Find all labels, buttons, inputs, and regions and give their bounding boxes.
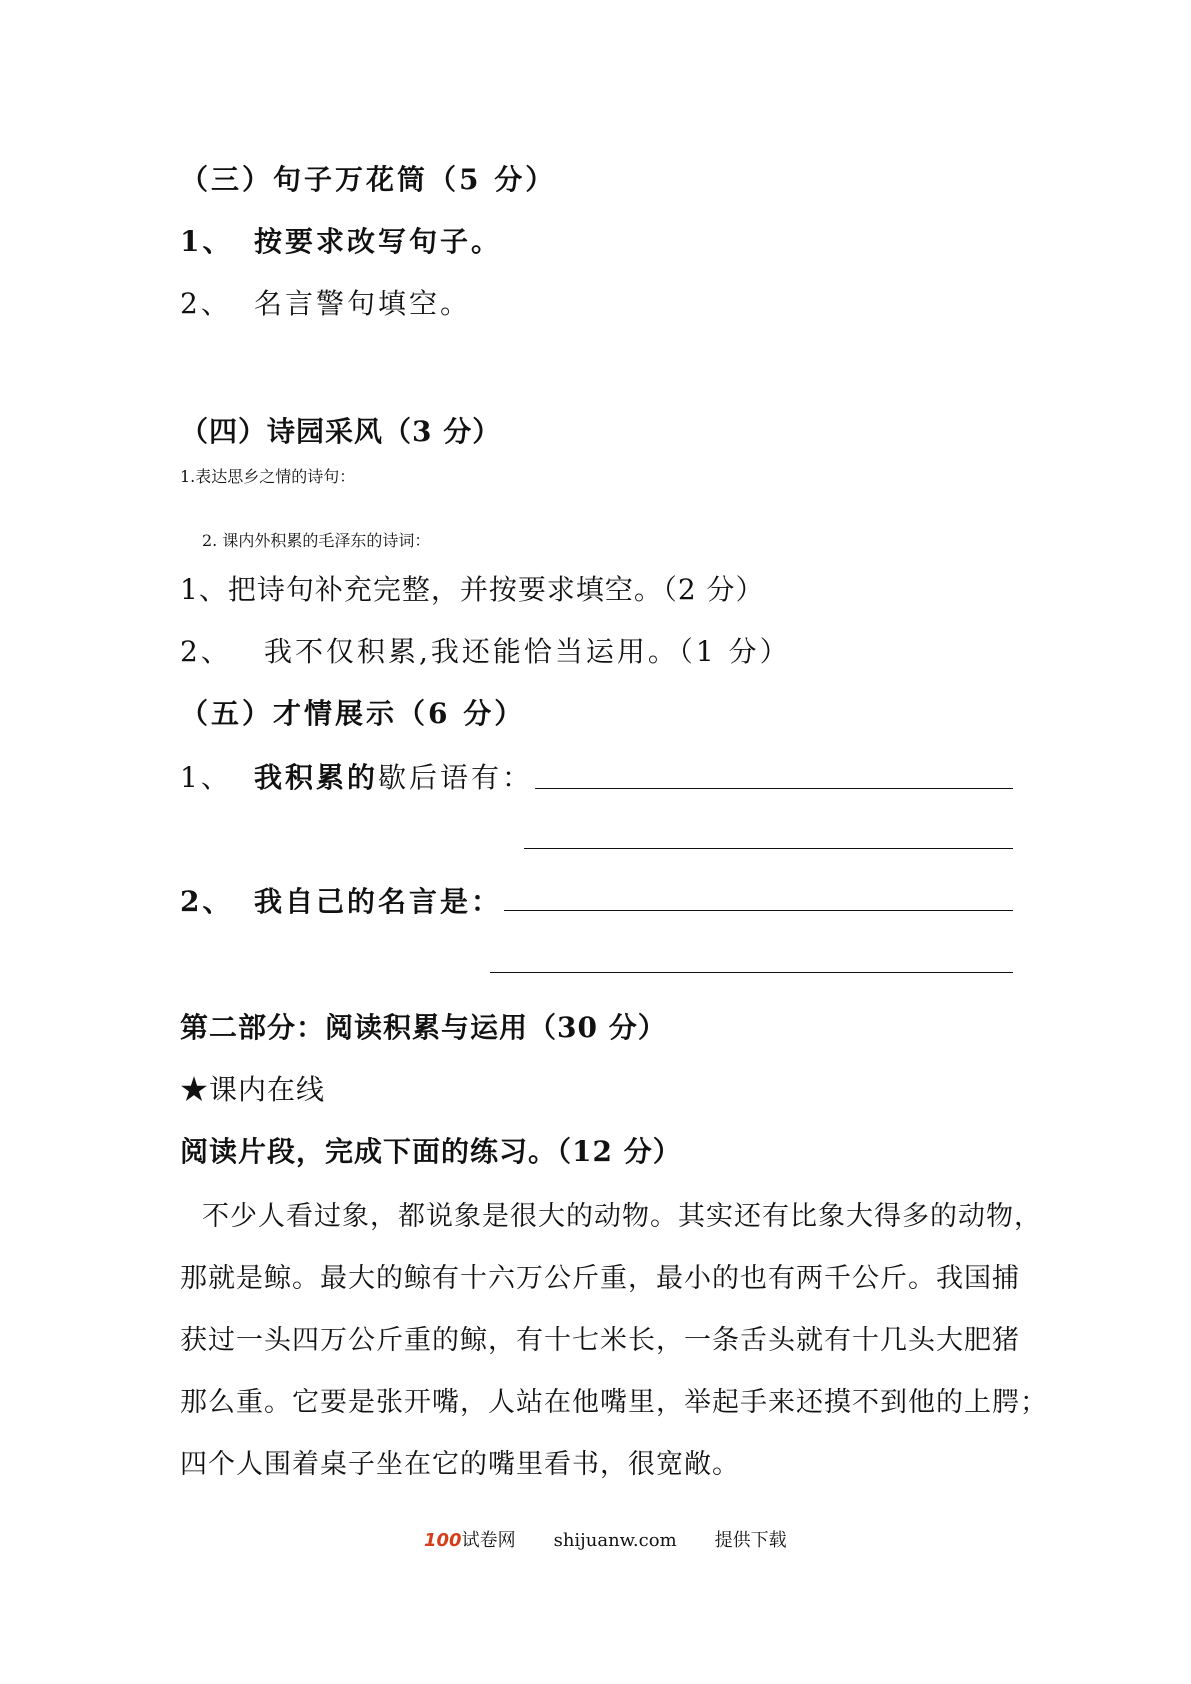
item-number: 2、 xyxy=(180,287,232,320)
section-5-item-2 xyxy=(180,880,502,920)
item-text: 名言警句填空。 xyxy=(254,287,472,320)
item-text: 歇后语有： xyxy=(378,761,534,794)
section-3-title: （三）句子万花筒（5 分） xyxy=(180,163,557,196)
answer-line[interactable] xyxy=(524,848,1013,849)
site-logo: 100 xyxy=(424,1530,462,1551)
section-3-item-2 xyxy=(180,282,471,322)
passage-line: 不少人看过象，都说象是很大的动物。其实还有比象大得多的动物， xyxy=(202,1201,1042,1232)
answer-line[interactable] xyxy=(535,788,1013,789)
answer-line[interactable] xyxy=(490,972,1013,973)
section-4-note-2: 2. 课内外积累的毛泽东的诗词： xyxy=(202,531,431,550)
passage-line: 四个人围着桌子坐在它的嘴里看书，很宽敞。 xyxy=(180,1449,740,1480)
passage-line: 获过一头四万公斤重的鲸，有十七米长，一条舌头就有十几头大肥猪 xyxy=(180,1325,1020,1356)
section-3-item-1 xyxy=(180,220,502,260)
footer-note: 提供下载 xyxy=(714,1530,787,1551)
section-5-item-1 xyxy=(180,756,533,796)
section-4-note-1: 1.表达思乡之情的诗句： xyxy=(180,467,356,486)
footer xyxy=(424,1526,787,1552)
passage-line: 那么重。它要是张开嘴，人站在他嘴里，举起手来还摸不到他的上腭； xyxy=(180,1387,1048,1418)
answer-line[interactable] xyxy=(504,910,1013,911)
item-number: 1、 xyxy=(180,225,234,258)
section-4-item-2 xyxy=(180,630,791,670)
item-text: 我不仅积累,我还能恰当运用。（1 分） xyxy=(264,635,791,668)
item-text: 按要求改写句子。 xyxy=(254,225,503,258)
part-2-title: 第二部分：阅读积累与运用（30 分） xyxy=(180,1011,667,1044)
item-number: 1、 xyxy=(180,761,232,794)
item-number: 2、 xyxy=(180,885,234,918)
part-2-instruction: 阅读片段，完成下面的练习。（12 分） xyxy=(180,1135,682,1168)
item-text: 我自己的名言是： xyxy=(254,885,503,918)
item-bold-text: 我积累的 xyxy=(254,761,379,794)
item-number: 2、 xyxy=(180,635,232,668)
section-5-title: （五）才情展示（6 分） xyxy=(180,697,526,730)
section-4-title: （四）诗园采风（3 分） xyxy=(180,415,502,448)
site-name: 试卷网 xyxy=(461,1530,516,1551)
passage-line: 那就是鲸。最大的鲸有十六万公斤重，最小的也有两千公斤。我国捕 xyxy=(180,1263,1020,1294)
part-2-subtitle: ★课内在线 xyxy=(180,1073,326,1106)
site-domain[interactable]: shijuanw.com xyxy=(553,1530,677,1551)
section-4-item-1: 1、把诗句补充完整，并按要求填空。（2 分） xyxy=(180,573,765,606)
